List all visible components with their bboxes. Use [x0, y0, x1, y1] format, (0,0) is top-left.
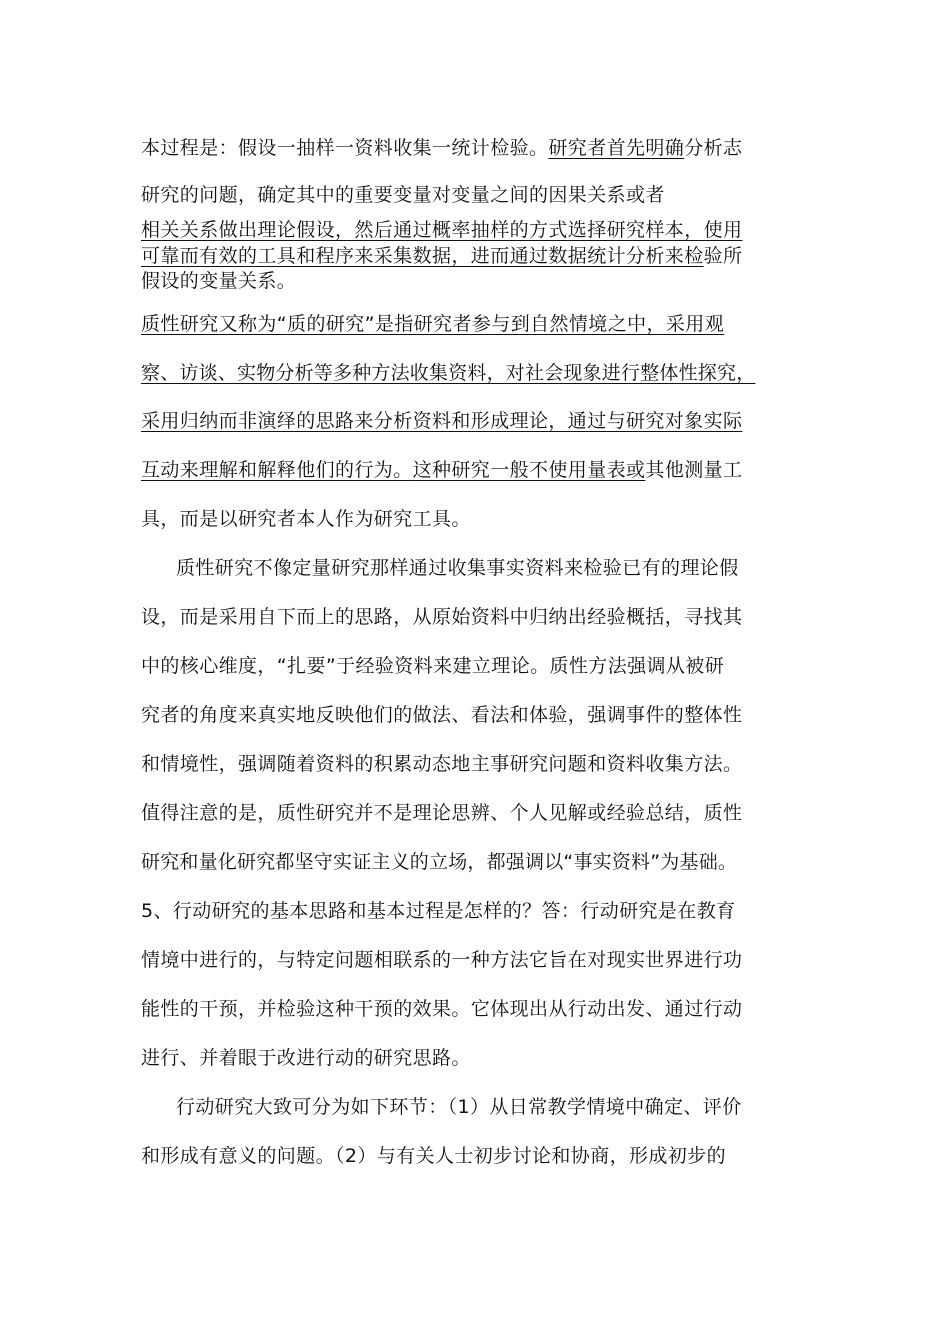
text-line — [141, 458, 742, 482]
text-line: 进行、并着眼于改进行动的研究思路。 — [141, 1047, 471, 1069]
underlined-text-line: 质性研究又称为“质的研究”是指研究者参与到自然情境之中，采用观 — [141, 313, 725, 335]
text-segment: 验所 — [703, 245, 743, 267]
underlined-text: 互动来理解和解释他们的行为。 — [141, 459, 413, 481]
underlined-text-line: 采用归纳而非演绎的思路来分析资料和形成理论，通过与研究对象实际 — [141, 410, 743, 432]
paragraph-first-line: 质性研究不像定量研究那样通过收集事实资料来检验已有的理论假 — [176, 557, 739, 579]
question-line: 5、行动研究的基本思路和基本过程是怎样的？答：行动研究是在教育 — [141, 900, 736, 922]
text-line: 设，而是采用自下而上的思路，从原始资料中归纳出经验概括，寻找其 — [141, 606, 743, 628]
text-line: 研究的问题，确定其中的重要变量对变量之间的因果关系或者 — [141, 184, 665, 206]
text-line — [141, 136, 742, 160]
text-line — [141, 244, 742, 268]
paragraph-first-line: 行动研究大致可分为如下环节：（1）从日常教学情境中确定、评价 — [176, 1096, 742, 1118]
underlined-text: 可靠而有效的工具和程序来采集数据，进而通过数据统计分析来检 — [141, 245, 704, 267]
text-line: 具，而是以研究者本人作为研究工具。 — [141, 508, 471, 530]
text-line: 和形成有意义的问题。（2）与有关人士初步讨论和协商，形成初步的 — [141, 1145, 726, 1167]
text-line: 情境中进行的，与特定问题相联系的一种方法它旨在对现实世界进行功 — [141, 949, 743, 971]
underlined-text-line: 察、访谈、实物分析等多种方法收集资料，对社会现象进行整体性探究， — [141, 362, 756, 384]
text-line: 假设的变量关系。 — [141, 270, 297, 292]
text-segment: 其他测量工 — [645, 459, 743, 481]
text-line: 和情境性，强调随着资料的积累动态地主事研究问题和资料收集方法。 — [141, 753, 743, 775]
text-segment: 本过程是：假设一抽样一资料收集一统计检验。 — [141, 137, 549, 159]
underlined-text: 这种研究一般不使用量表或 — [412, 459, 646, 481]
text-segment: 分析志 — [684, 137, 743, 159]
underlined-text-line: 相关关系做出理论假设，然后通过概率抽样的方式选择研究样本，使用 — [141, 219, 743, 241]
text-line: 值得注意的是，质性研究并不是理论思辨、个人见解或经验总结，质性 — [141, 802, 743, 824]
underlined-text: 研究者首先明确 — [548, 137, 685, 159]
text-line: 能性的干预，并检验这种干预的效果。它体现出从行动出发、通过行动 — [141, 998, 743, 1020]
text-line: 究者的角度来真实地反映他们的做法、看法和体验，强调事件的整体性 — [141, 704, 743, 726]
text-line: 中的核心维度，“扎要”于经验资料来建立理论。质性方法强调从被研 — [141, 655, 725, 677]
text-line: 研究和量化研究都坚守实证主义的立场，都强调以“事实资料”为基础。 — [141, 851, 738, 873]
